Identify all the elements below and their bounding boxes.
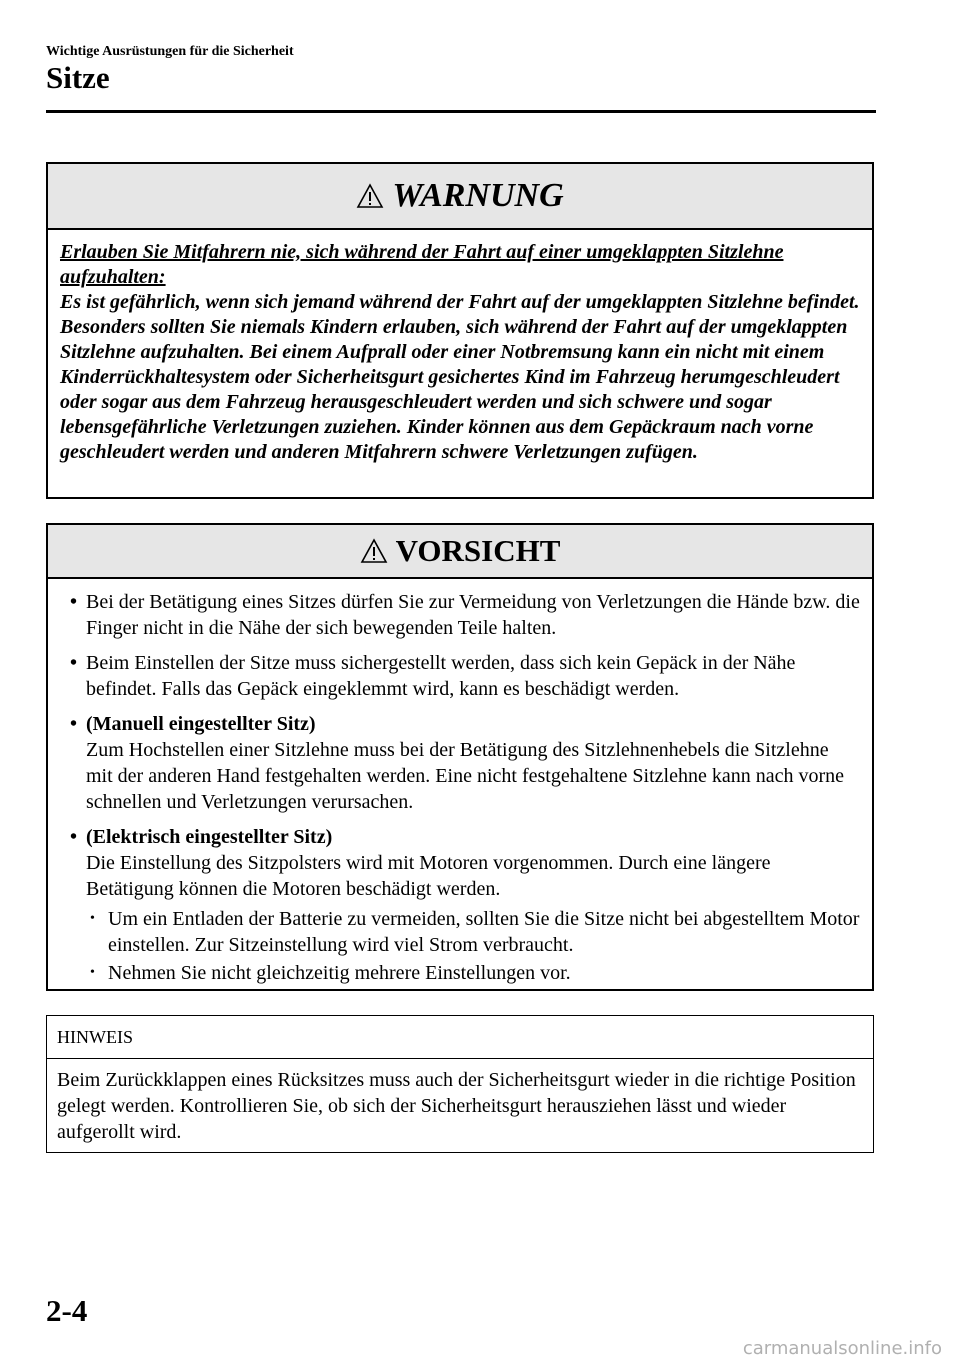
warning-header [48, 164, 872, 230]
list-item-text: Die Einstellung des Sitzpolsters wird mit Motoren vorgenommen. Durch eine längere Betätigung können die Motoren beschädigt werden. [86, 852, 771, 900]
list-item [70, 711, 860, 815]
sub-list [86, 906, 860, 986]
sub-list-item: • Nehmen Sie nicht gleichzeitig mehrere Einstellungen vor. [86, 960, 860, 986]
page-title: Sitze [46, 60, 110, 95]
warning-text: Es ist gefährlich, wenn sich jemand während der Fahrt auf der umgeklappten Sitzlehne befindet. Besonders sollten Sie niemals Kindern erlauben, sich während der Fahrt auf der umgeklappten Sitzlehne aufzuhalten. Bei einem Aufprall oder einer Notbremsung kann ein nicht mit einem Kinderrückhaltesystem oder Sicherheitsgurt gesichertes Kind im Fahrzeug herumgeschleudert oder sogar aus dem Fahrzeug herausgeschleudert werden und sich schwere und sogar lebensgefährliche Verletzungen zuziehen. Kinder können aus dem Gepäckraum nach vorne geschleudert werden und anderen Mitfahrern schwere Verletzungen zufügen. [60, 291, 860, 463]
note-body: Beim Zurückklappen eines Rücksitzes muss auch der Sicherheitsgurt wieder in die richtige Position gelegt werden. Kontrollieren Sie, ob sich der Sicherheitsgurt herausziehen lässt und wieder aufgerollt wird. [57, 1069, 856, 1143]
warning-triangle-icon [356, 183, 384, 209]
note-heading: HINWEIS [57, 1026, 133, 1047]
watermark: carmanualsonline.info [742, 1338, 942, 1359]
caution-body [48, 579, 872, 986]
list-item-text: Bei der Betätigung eines Sitzes dürfen Sie zur Vermeidung von Verletzungen die Hände bzw. die Finger nicht in die Nähe der sich bewegenden Teile halten. [86, 591, 860, 639]
title-rule [46, 110, 876, 113]
list-item-title: • (Elektrisch eingestellter Sitz) [86, 826, 333, 848]
list-item [70, 589, 860, 641]
warning-box [46, 162, 874, 499]
list-item-text: Zum Hochstellen einer Sitzlehne muss bei der Betätigung des Sitzlehnenhebels die Sitzlehne mit der anderen Hand festgehalten werden. Eine nicht festgehaltene Sitzlehne kann nach vorne schnellen und Verletzungen verursachen. [86, 739, 845, 813]
page-number: 2-4 [46, 1293, 88, 1328]
caution-heading: VORSICHT [395, 533, 561, 568]
list-item [70, 650, 860, 702]
note-header [47, 1016, 873, 1059]
note-box [46, 1015, 874, 1153]
list-item-title: • (Manuell eingestellter Sitz) [86, 713, 316, 735]
caution-header [48, 525, 872, 579]
warning-lead: Erlauben Sie Mitfahrern nie, sich während der Fahrt auf einer umgeklappten Sitzlehne aufzuhalten: [60, 241, 784, 288]
section-header: Wichtige Ausrüstungen für die Sicherheit [46, 44, 294, 59]
warning-heading: WARNUNG [392, 177, 564, 214]
sub-list-item: • Um ein Entladen der Batterie zu vermeiden, sollten Sie die Sitze nicht bei abgestelltem Motor einstellen. Zur Sitzeinstellung wird viel Strom verbraucht. [86, 906, 860, 958]
warning-triangle-icon [360, 538, 388, 564]
list-item-text: Beim Einstellen der Sitze muss sichergestellt werden, dass sich kein Gepäck in der Nähe befindet. Falls das Gepäck eingeklemmt wird, kann es beschädigt werden. [86, 652, 796, 700]
list-item [70, 824, 860, 986]
caution-box [46, 523, 874, 991]
warning-body [48, 230, 872, 465]
